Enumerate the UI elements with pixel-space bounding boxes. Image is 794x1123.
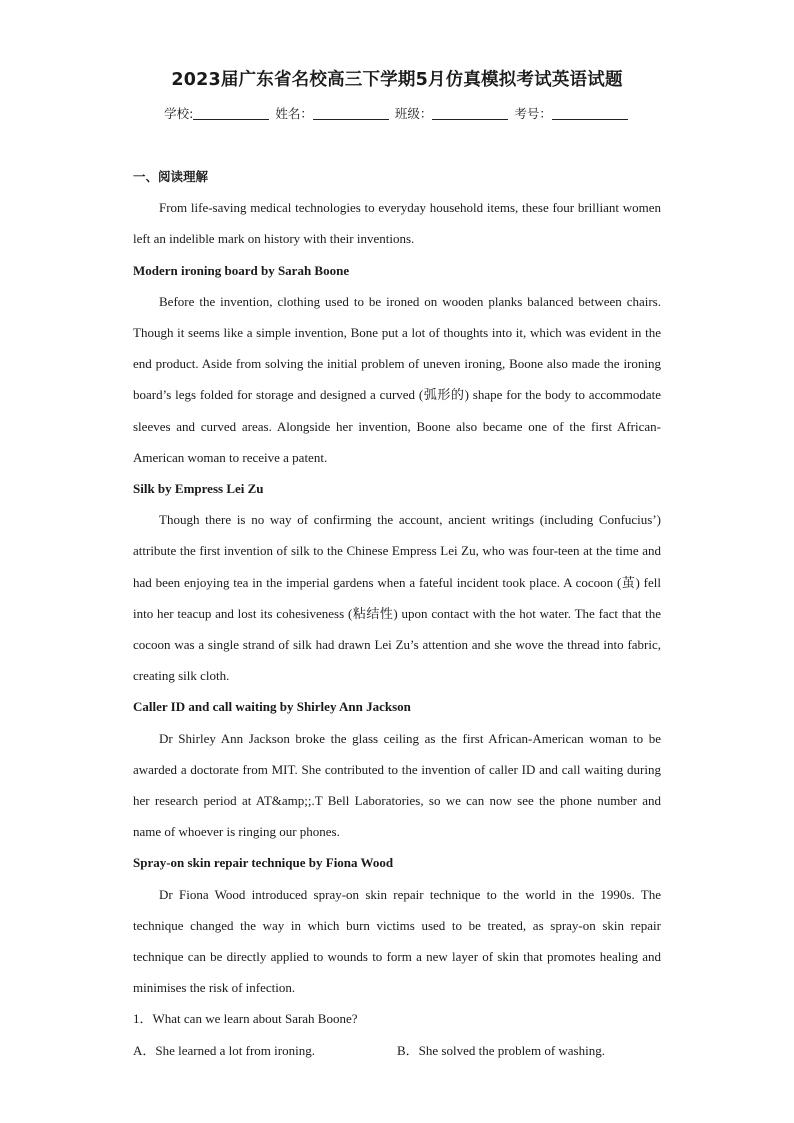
part-text-caller-id: Dr Shirley Ann Jackson broke the glass ceiling as the first African-American woman to be awarded a doctorate from MIT. She contributed to the invention of caller ID and call waiting during her research period at AT&amp;;.T Bell Laboratories, so we can now see the phone number and name of whoever is ringing our phones.: [133, 730, 661, 840]
part-heading-silk: Silk by Empress Lei Zu: [133, 481, 264, 497]
passage-intro: From life-saving medical technologies to everyday household items, these four brilliant women left an indelible mark on history with their inventions.: [133, 200, 661, 247]
class-label: 班级：: [394, 106, 433, 121]
school-label: 学校:: [164, 106, 194, 121]
question-1-stem: 1．What can we learn about Sarah Boone?: [133, 1011, 358, 1027]
exam-content: [133, 161, 661, 1066]
student-info-line: [0, 104, 794, 122]
question-1-options: [133, 1035, 661, 1066]
part-heading-spray-on-skin: Spray-on skin repair technique by Fiona Wood: [133, 855, 394, 871]
part-text-spray-on-skin: Dr Fiona Wood introduced spray-on skin repair technique to the world in the 1990s. The technique changed the way in which burn victims used to be treated, as spray-on skin repair technique can be directly applied to wounds to form a new layer of skin that promotes healing and minimises the risk of infection.: [133, 886, 661, 996]
page-title: 2023届广东省名校高三下学期5月仿真模拟考试英语试题: [171, 70, 623, 90]
name-blank[interactable]: [313, 106, 389, 120]
part-heading-caller-id: Caller ID and call waiting by Shirley Ann Jackson: [133, 699, 411, 715]
class-blank[interactable]: [432, 106, 508, 120]
name-label: 姓名：: [275, 106, 313, 121]
question-1-option-a[interactable]: A．She learned a lot from ironing.: [133, 1042, 315, 1058]
exam-number-label: 考号：: [514, 106, 552, 121]
exam-number-blank[interactable]: [552, 106, 628, 120]
part-text-silk: Though there is no way of confirming the account, ancient writings (including Confucius’) attribute the first invention of silk to the Chinese Empress Lei Zu, who was four-teen at the time and had been enjoying tea in the imperial gardens when a fateful incident took place. A cocoon (茧) fell into her teacup and lost its cohesiveness (粘结性) upon contact with the hot water. The fact that the cocoon was a single strand of silk had drawn Lei Zu’s attention and she wove the thread into fabric, creating silk cloth.: [133, 512, 661, 684]
section-heading: 一、阅读理解: [133, 169, 209, 184]
part-text-ironing-board: Before the invention, clothing used to be ironed on wooden planks balanced between chairs. Though it seems like a simple invention, Bone put a lot of thoughts into it, which was evident in the end product. Aside from solving the initial problem of uneven ironing, Boone also made the ironing board’s legs folded for storage and designed a curved (弧形的) shape for the body to accommodate sleeves and curved areas. Alongside her invention, Boone also became one of the first African-American woman to receive a patent.: [133, 293, 661, 465]
part-heading-ironing-board: Modern ironing board by Sarah Boone: [133, 262, 350, 278]
question-1-option-b[interactable]: B．She solved the problem of washing.: [397, 1042, 605, 1058]
school-blank[interactable]: [193, 106, 269, 120]
